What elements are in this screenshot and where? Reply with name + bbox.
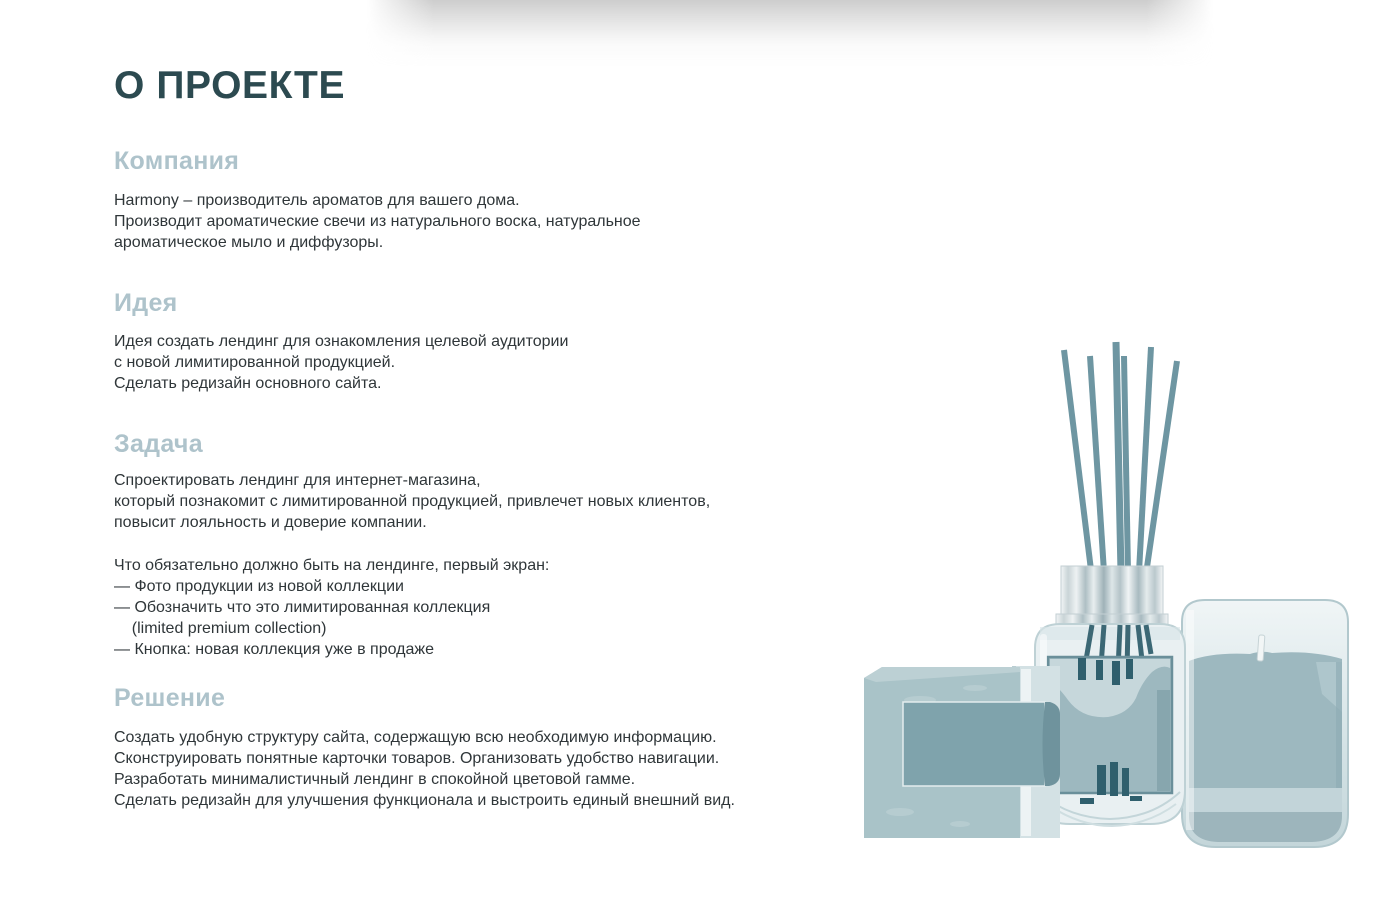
- paragraph: [114, 190, 641, 253]
- text-line: Harmony – производитель ароматов для вашего дома.: [114, 192, 520, 209]
- paragraph: [114, 331, 568, 394]
- text-line: — Фото продукции из новой коллекции: [114, 578, 404, 595]
- paragraph: [114, 470, 710, 533]
- candle-right-shade: [1336, 662, 1342, 788]
- diffuser-liquid-right-shade: [1157, 690, 1170, 791]
- section-task: [114, 430, 854, 658]
- candle-bottom-wax: [1189, 812, 1342, 842]
- section-company-body: [114, 190, 641, 253]
- section-task-body: [114, 470, 710, 660]
- section-idea-heading: Идея: [114, 289, 178, 317]
- section-solution-heading: Решение: [114, 684, 226, 712]
- text-line: Сделать редизайн основного сайта.: [114, 375, 382, 392]
- text-line: Разработать минималистичный лендинг в спокойной цветовой гамме.: [114, 771, 636, 788]
- text-line: Идея создать лендинг для ознакомления целевой аудитории: [114, 333, 569, 350]
- text-line: повысит лояльность и доверие компании.: [114, 514, 427, 531]
- section-idea: [114, 289, 854, 392]
- reed-sticks: [1064, 342, 1177, 574]
- text-line: Что обязательно должно быть на лендинге, первый экран:: [114, 557, 550, 574]
- candle-wick: [1257, 635, 1265, 661]
- text-line: Производит ароматические свечи из натурального воска, натуральное: [114, 213, 641, 230]
- section-task-heading: Задача: [114, 430, 203, 458]
- candle-left-glass-highlight: [1186, 610, 1194, 830]
- soap-band: [903, 702, 1045, 786]
- diffuser-neck-shade: [1040, 627, 1180, 640]
- product-illustration: [850, 330, 1400, 900]
- text-line: который познакомит с лимитированной продукцией, привлечет новых клиентов,: [114, 493, 711, 510]
- text-line: — Обозначить что это лимитированная коллекция: [114, 599, 491, 616]
- section-company-heading: Компания: [114, 147, 240, 175]
- aroma-candle: [1182, 600, 1348, 847]
- text-line: — Кнопка: новая коллекция уже в продаже: [114, 641, 434, 658]
- text-line: ароматическое мыло и диффузоры.: [114, 234, 384, 251]
- paragraph: [114, 555, 710, 660]
- text-line: Спроектировать лендинг для интернет-магазина,: [114, 472, 481, 489]
- section-idea-body: [114, 331, 568, 394]
- text-line: Создать удобную структуру сайта, содержащую всю необходимую информацию.: [114, 729, 717, 746]
- section-solution-body: [114, 727, 735, 811]
- paragraph: [114, 727, 735, 811]
- text-line: Сконструировать понятные карточки товаров. Организовать удобство навигации.: [114, 750, 720, 767]
- soap-bar: [864, 666, 1060, 838]
- text-line: Сделать редизайн для улучшения функционала и выстроить единый внешний вид.: [114, 792, 735, 809]
- soap-band-wrap: [1043, 702, 1061, 786]
- section-solution: [114, 684, 854, 809]
- page-title: О ПРОЕКТЕ: [114, 64, 346, 107]
- section-company: [114, 147, 854, 251]
- text-line: с новой лимитированной продукцией.: [114, 354, 396, 371]
- diffuser-cap: [1061, 566, 1163, 616]
- candle-light-band: [1189, 788, 1342, 812]
- text-line: (limited premium collection): [114, 620, 327, 637]
- blurred-header-image: [366, 0, 1214, 66]
